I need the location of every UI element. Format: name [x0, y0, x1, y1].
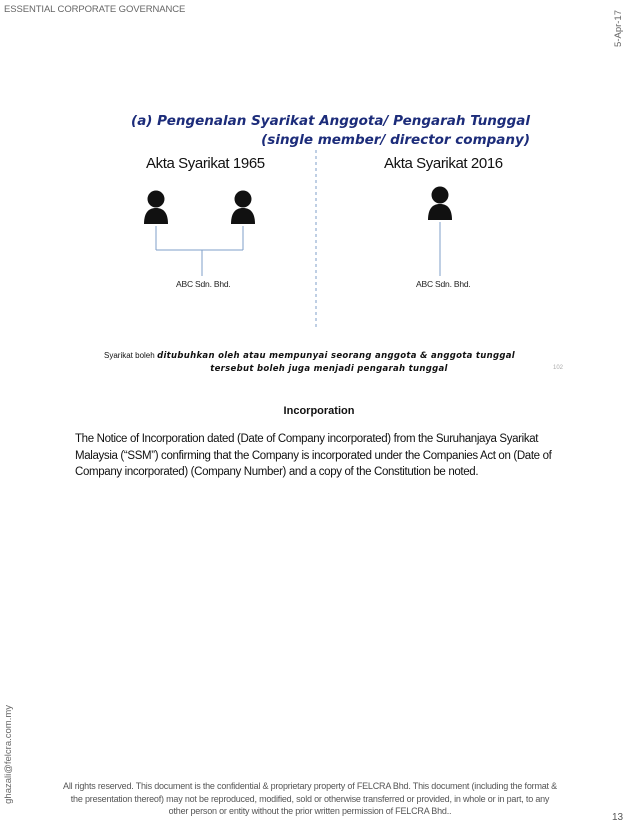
- section-body: The Notice of Incorporation dated (Date of Company incorporated) from the Suruhanjaya Syarikat Malaysia (“SSM”) confirming that the Company is incorporated under the Companies Act on (Date of Company incorporated) (Company Number) and a copy of the Constitution be noted.: [75, 433, 552, 478]
- person-icon: [144, 191, 168, 225]
- caption-bold-line1: ditubuhkan oleh atau mempunyai seorang anggota & anggota tunggal: [157, 351, 516, 361]
- header-date: 5-Apr-17: [613, 10, 624, 47]
- slide-title-line1: (a) Pengenalan Syarikat Anggota/ Pengarah Tunggal: [131, 113, 530, 129]
- side-email: ghazali@felcra.com.my: [3, 705, 14, 804]
- page-number: 13: [612, 812, 624, 823]
- slide-number: 102: [553, 365, 564, 371]
- caption-lead: Syarikat boleh: [104, 351, 155, 360]
- slide-title-line2: (single member/ director company): [261, 132, 530, 148]
- act-2016-label: Akta Syarikat 2016: [384, 155, 503, 172]
- structure-diagram: [0, 0, 638, 340]
- footer-disclaimer: All rights reserved. This document is the confidential & proprietary property of FELCRA Bhd. This document (including the format & the presentation thereof) may not be reproduced, modified, sold or otherwise transferred or provided, in whole or in part, to any other person or entity without the prior written permission of FELCRA Bhd..: [63, 781, 557, 816]
- section-title: Incorporation: [283, 405, 355, 417]
- act-1965-label: Akta Syarikat 1965: [146, 155, 265, 172]
- caption-bold-line2: tersebut boleh juga menjadi pengarah tunggal: [210, 364, 448, 374]
- header-title: ESSENTIAL CORPORATE GOVERNANCE: [4, 4, 186, 15]
- slide-caption: [104, 349, 524, 376]
- company-left-label: ABC Sdn. Bhd.: [176, 279, 231, 289]
- company-right-label: ABC Sdn. Bhd.: [416, 279, 471, 289]
- person-icon: [231, 191, 255, 225]
- connector-lines-left: [156, 226, 243, 276]
- person-icon: [428, 187, 452, 221]
